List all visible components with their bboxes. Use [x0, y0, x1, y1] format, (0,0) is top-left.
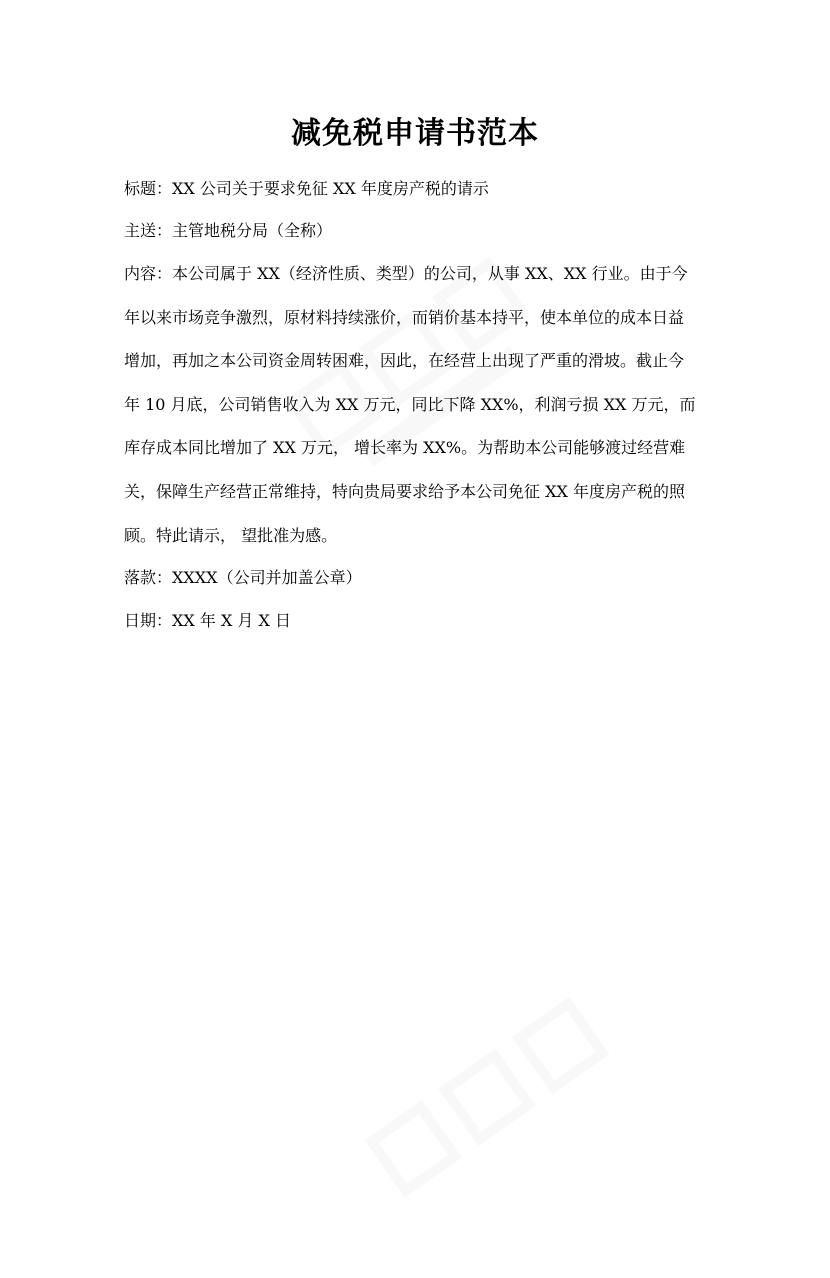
- content-line: 年以来市场竞争激烈，原材料持续涨价，而销价基本持平，使本单位的成本日益: [124, 307, 685, 327]
- signature-line: 落款：XXXX（公司并加盖公章）: [124, 568, 362, 587]
- recipient-line: 主送：主管地税分局（全称）: [124, 221, 333, 240]
- document-title: 减免税申请书范本: [291, 116, 539, 151]
- subject-line: 标题：XX 公司关于要求免征 XX 年度房产税的请示: [124, 179, 489, 198]
- content-line: 年 10 月底，公司销售收入为 XX 万元，同比下降 XX%，利润亏损 XX 万元，而: [124, 394, 696, 414]
- content-line: 内容：本公司属于 XX（经济性质、类型）的公司，从事 XX、XX 行业。由于今: [124, 264, 688, 283]
- content-line: 增加，再加之本公司资金周转困难，因此，在经营上出现了严重的滑坡。截止今: [124, 351, 685, 371]
- content-line: 库存成本同比增加了 XX 万元， 增长率为 XX%。为帮助本公司能够渡过经营难: [124, 438, 686, 458]
- content-line: 顾。特此请示， 望批准为感。: [124, 525, 338, 545]
- date-line: 日期：XX 年 X 月 X 日: [124, 611, 291, 630]
- watermark-graphic-bottom: [352, 982, 668, 1278]
- content-paragraph: [124, 252, 714, 557]
- content-line: 关，保障生产经营正常维持，特向贵局要求给予本公司免征 XX 年度房产税的照: [124, 481, 685, 501]
